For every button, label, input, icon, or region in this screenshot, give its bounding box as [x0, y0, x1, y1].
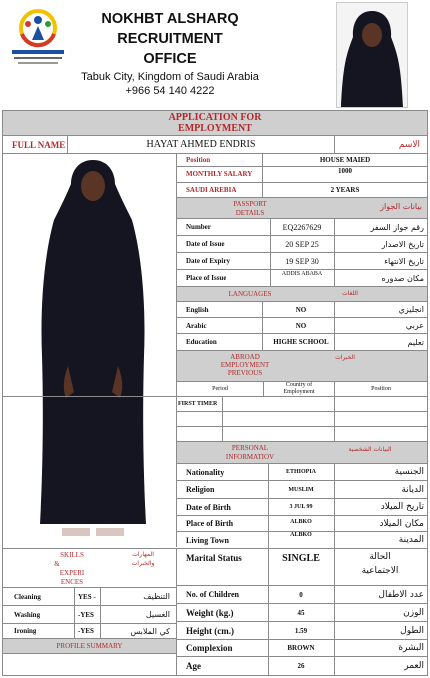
english-value: NO: [295, 305, 307, 314]
height-ar: الطول: [400, 625, 424, 636]
cleaning-value: YES -: [78, 592, 96, 601]
languages-heading-ar: اللغات: [342, 290, 358, 297]
nationality-ar: الجنسية: [394, 467, 424, 477]
height-label: Height (cm.): [186, 625, 234, 636]
skills-heading-line2: &: [54, 560, 60, 568]
issue-date-value: 20 SEP 25: [285, 239, 319, 249]
office-name-line1: NOKHBT ALSHARQ: [101, 11, 239, 27]
position-label: Position: [186, 156, 211, 164]
cleaning-ar: التنظيف: [143, 592, 170, 601]
children-value: 0: [299, 590, 303, 599]
height-value: 1.59: [294, 626, 308, 635]
country-column-line1: Country of: [285, 382, 313, 388]
weight-value: 45: [297, 608, 305, 617]
religion-value: MUSLIM: [288, 486, 314, 493]
age-ar: العمر: [404, 661, 424, 671]
place-of-birth-label: Place of Birth: [186, 519, 234, 528]
office-name-line3: OFFICE: [143, 51, 197, 67]
application-title-line1: APPLICATION FOR: [168, 112, 262, 123]
passport-number-ar: رقم جواز السفر: [370, 222, 424, 232]
personal-heading-line2: INFORMATIOV: [225, 453, 275, 461]
washing-value: -YES: [78, 610, 94, 619]
weight-label: Weight (kg.): [186, 607, 234, 618]
application-title-line2: EMPLOYMENT: [178, 123, 252, 134]
marital-status-label: Marital Status: [186, 553, 242, 563]
religion-ar: الديانة: [401, 484, 424, 495]
place-of-birth-value: ALBKO: [290, 519, 312, 525]
age-label: Age: [186, 661, 201, 671]
office-name-line2: RECRUITMENT: [117, 31, 223, 47]
place-of-issue-value: ADDIS ABABA: [281, 271, 323, 277]
country-label: SAUDI AREBIA: [186, 186, 237, 194]
full-name-value: HAYAT AHMED ENDRIS: [146, 139, 256, 150]
full-name-label: FULL NAME: [12, 139, 66, 150]
education-label: Education: [186, 338, 217, 346]
employment-heading-ar: الخبرات: [335, 354, 355, 361]
expiry-date-ar: تاريخ الانتهاء: [384, 256, 424, 266]
skills-heading-ar-line2: والخبرات: [131, 560, 155, 567]
passport-heading-line1: PASSPORT: [233, 200, 267, 208]
living-town-value: ALBKO: [290, 532, 312, 538]
date-of-birth-value: 3 JUL 99: [289, 504, 313, 510]
english-label: English: [186, 305, 209, 314]
position-value: HOUSE MAIED: [319, 156, 371, 164]
passport-heading-ar: بيانات الجواز: [380, 202, 422, 211]
education-ar: تعليم: [407, 337, 424, 347]
date-of-birth-label: Date of Birth: [186, 502, 231, 512]
complexion-ar: البشرة: [398, 643, 424, 653]
passport-heading-line2: DETAILS: [235, 209, 265, 217]
skills-heading-ar-line1: المهارات: [132, 551, 154, 558]
employment-heading-line3: PREVIOUS: [227, 369, 263, 377]
marital-status-ar-line2: الاجتماعية: [361, 566, 399, 576]
country-column-line2: Employment: [283, 389, 315, 395]
period-column: Period: [212, 386, 228, 392]
complexion-value: BROWN: [287, 644, 315, 652]
date-of-birth-ar: تاريخ الميلاد: [380, 502, 424, 512]
monthly-salary-label: MONTHLY SALARY: [186, 170, 253, 178]
employment-heading-line1: ABROAD: [230, 353, 260, 361]
marital-status-value: SINGLE: [282, 552, 320, 564]
place-of-issue-label: Place of Issue: [186, 274, 227, 282]
profile-summary-heading: PROFILE SUMMARY: [56, 642, 123, 650]
religion-label: Religion: [186, 485, 215, 494]
monthly-salary-value: 1000: [338, 167, 352, 175]
expiry-date-value: 19 SEP 30: [285, 256, 319, 266]
logo-emblem-icon: [8, 6, 68, 74]
arabic-value: NO: [295, 321, 307, 330]
ironing-value: -YES: [78, 627, 94, 635]
passport-number-value: EQ2267629: [282, 222, 322, 232]
children-ar: عدد الاطفال: [378, 589, 424, 600]
skills-heading-line1: SKILLS: [60, 551, 84, 559]
children-label: No. of Children: [186, 590, 239, 599]
position-column: Position: [371, 386, 391, 392]
education-value: HIGHE SCHOOL: [273, 338, 329, 346]
languages-heading: LANGUAGES: [228, 290, 272, 298]
washing-label: Washing: [14, 610, 41, 619]
personal-heading-line1: PERSONAL: [231, 444, 269, 452]
ironing-label: Ironing: [14, 627, 37, 635]
nationality-value: ETHIOPIA: [285, 469, 316, 475]
washing-ar: الغسيل: [145, 610, 170, 619]
skills-heading-line4: ENCES: [60, 578, 84, 586]
complexion-label: Complexion: [186, 643, 233, 653]
portrait-small: [336, 2, 408, 108]
office-city: Tabuk City, Kingdom of Saudi Arabia: [81, 71, 259, 83]
issue-date-ar: تاريخ الاصدار: [381, 239, 424, 249]
cleaning-label: Cleaning: [14, 592, 41, 601]
passport-number-label: Number: [186, 223, 211, 231]
english-ar: انجليزي: [398, 305, 424, 314]
skills-heading-line3: EXPERI: [59, 569, 85, 577]
personal-heading-ar: البيانات الشخصية: [348, 446, 392, 453]
full-name-ar: الاسم: [398, 139, 420, 150]
expiry-date-label: Date of Expiry: [186, 257, 230, 265]
age-value: 26: [297, 662, 305, 670]
living-town-ar: المدينة: [398, 535, 424, 545]
employment-heading-line2: EMPLOYMENT: [220, 361, 270, 369]
place-of-issue-ar: مكان صدوره: [381, 273, 424, 283]
contract-period-value: 2 YEARS: [330, 186, 360, 194]
nationality-label: Nationality: [186, 467, 225, 477]
weight-ar: الوزن: [403, 607, 424, 618]
living-town-label: Living Town: [186, 535, 229, 545]
place-of-birth-ar: مكان الميلاد: [379, 518, 424, 529]
arabic-ar: عربي: [405, 321, 424, 330]
ironing-ar: كي الملابس: [130, 626, 170, 636]
first-timer-text: FIRST TIMER: [178, 401, 218, 407]
full-body-photo: [26, 156, 160, 548]
issue-date-label: Date of Issue: [186, 240, 225, 248]
arabic-label: Arabic: [186, 321, 207, 330]
logo: [8, 6, 68, 74]
marital-status-ar-line1: الحالة: [369, 552, 391, 562]
office-phone: +966 54 140 4222: [125, 85, 215, 97]
